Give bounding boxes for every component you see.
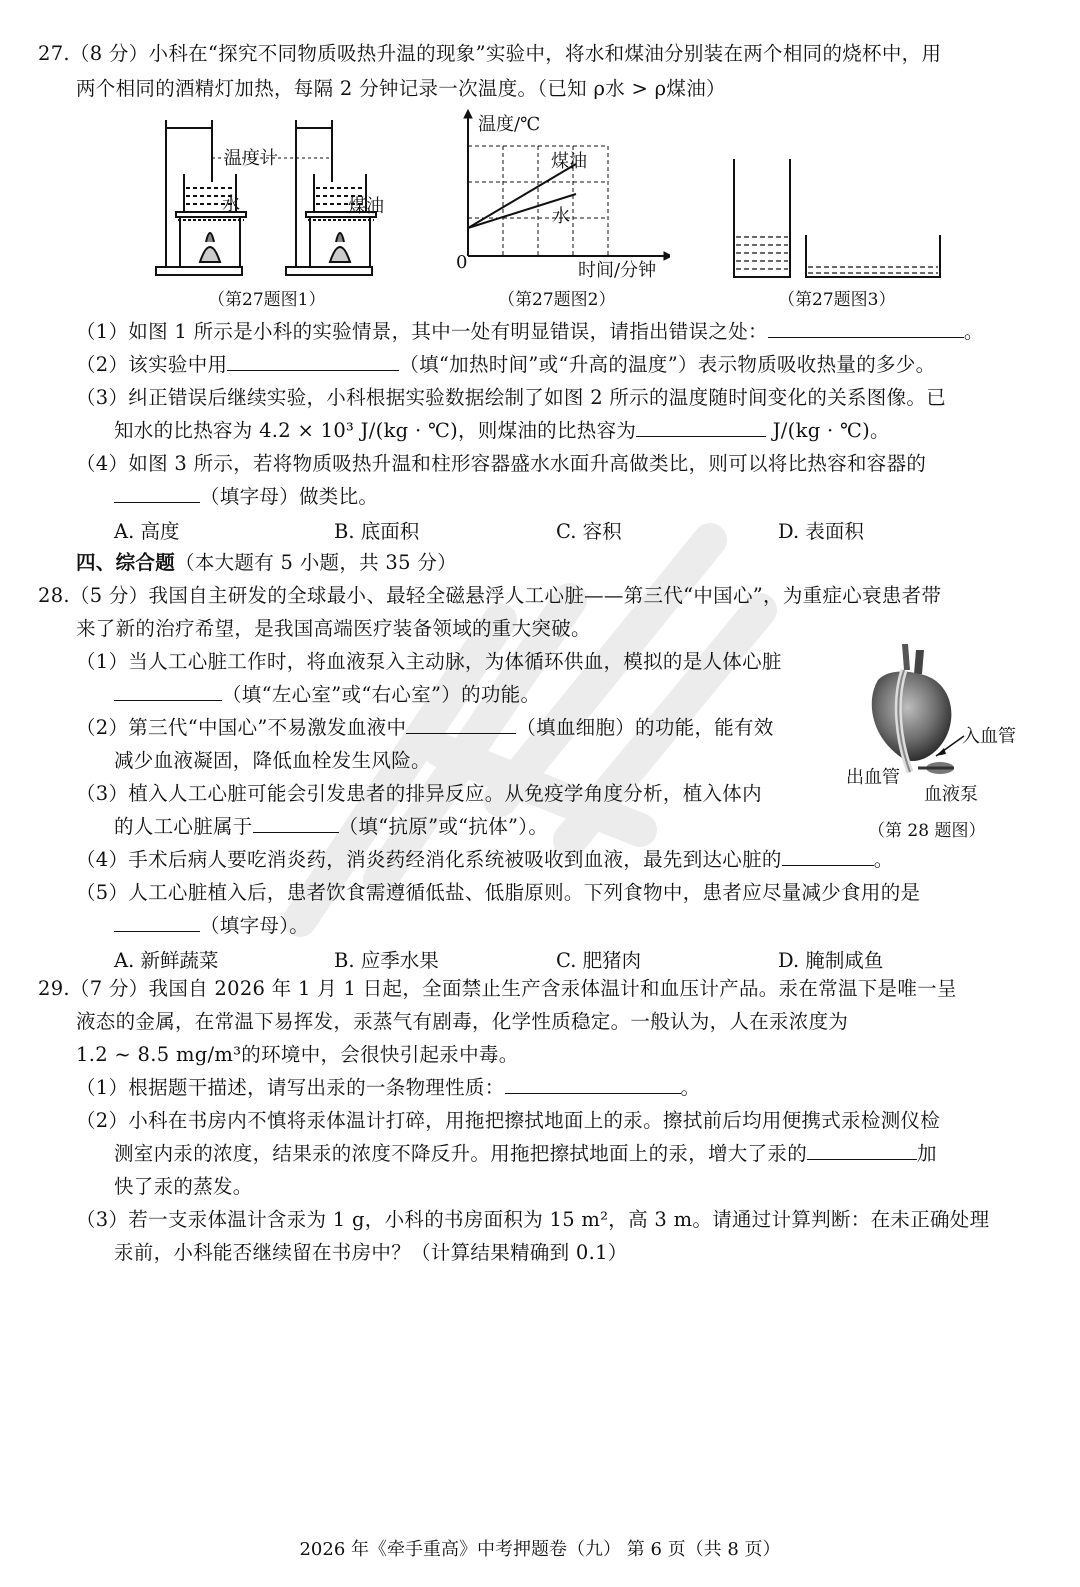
q27-part4-line1: （4）如图 3 所示，若将物质吸热升温和柱形容器盛水水面升高做类比，则可以将比热容和容器的 [76, 452, 927, 475]
q27-part1-end: 。 [963, 320, 984, 343]
q28-part2-line2: 减少血液凝固，降低血栓发生风险。 [114, 749, 431, 772]
q27-part1 [76, 318, 984, 346]
label-water: 水 [222, 194, 240, 215]
q27-option-c[interactable]: C. 容积 [556, 520, 622, 543]
graph-kerosene-label: 煤油 [551, 151, 587, 172]
q28-part3-line1: （3）植入人工心脏可能会引发患者的排异反应。从免疫学角度分析，植入体内 [76, 782, 762, 805]
q29-part3-line2: 汞前，小科能否继续留在书房中？（计算结果精确到 0.1） [114, 1241, 628, 1264]
answer-blank[interactable] [636, 418, 766, 437]
q27-part1-text: （1）如图 1 所示是小科的实验情景，其中一处有明显错误，请指出错误之处： [76, 320, 768, 343]
label-blood-pump: 血液泵 [924, 784, 978, 805]
section-note: （本大题有 5 小题，共 35 分） [175, 551, 457, 574]
q29-stem-line2: 液态的金属，在常温下易挥发，汞蒸气有剧毒，化学性质稳定。一般认为，人在汞浓度为 [76, 1010, 849, 1033]
q28-option-c[interactable]: C. 肥猪肉 [556, 949, 642, 972]
q27-figure3-caption: （第27题图3） [778, 290, 896, 310]
q29-part2-line2 [114, 1140, 937, 1168]
q28-part4 [76, 846, 894, 874]
graph-y-label: 温度/℃ [478, 114, 541, 135]
q27-stem-line1: 27.（8 分）小科在“探究不同物质吸热升温的现象”实验中，将水和煤油分别装在两个相同的烧杯中，用 [38, 42, 942, 65]
q28-option-b[interactable]: B. 应季水果 [334, 949, 439, 972]
answer-blank[interactable] [505, 1075, 681, 1094]
q29-part1 [76, 1074, 700, 1102]
answer-blank[interactable] [114, 913, 200, 932]
graph-water-label: 水 [552, 206, 570, 227]
answer-blank[interactable] [768, 319, 964, 338]
q27-option-b[interactable]: B. 底面积 [334, 520, 420, 543]
answer-blank[interactable] [114, 484, 200, 503]
label-out-vessel: 出血管 [846, 767, 900, 788]
answer-blank[interactable] [114, 682, 222, 701]
q29-part1-text: （1）根据题干描述，请写出汞的一条物理性质： [76, 1076, 505, 1099]
q29-part2-line1: （2）小科在书房内不慎将汞体温计打碎，用拖把擦拭地面上的汞。擦拭前后均用便携式汞检测仪检 [76, 1109, 941, 1132]
label-thermometer: 温度计 [224, 148, 278, 169]
q29-part2-text-c: 加 [917, 1142, 937, 1165]
q27-figure1-caption: （第27题图1） [208, 290, 326, 310]
q27-part3-line1: （3）纠正错误后继续实验，小科根据实验数据绘制了如图 2 所示的温度随时间变化的关系图像。已 [76, 386, 947, 409]
q28-figure-caption: （第 28 题图） [868, 821, 986, 841]
q29-part2-text-b: 测室内汞的浓度，结果汞的浓度不降反升。用拖把擦拭地面上的汞，增大了汞的 [114, 1142, 808, 1165]
q28-part2-line1 [76, 714, 774, 742]
q28-part1-line2 [114, 681, 540, 709]
q27-part2 [76, 351, 935, 379]
q29-part3-line1: （3）若一支汞体温计含汞为 1 g，小科的书房面积为 15 m²，高 3 m。请通过计算判断：在未正确处理 [76, 1208, 990, 1231]
q29-stem-line3: 1.2 ~ 8.5 mg/m³的环境中，会很快引起汞中毒。 [76, 1043, 519, 1066]
q28-part2-text-a: （2）第三代“中国心”不易激发血液中 [76, 716, 407, 739]
answer-blank[interactable] [406, 715, 516, 734]
q28-option-d[interactable]: D. 腌制咸鱼 [778, 949, 884, 972]
section-title: 四、综合题 [76, 551, 176, 574]
q27-part2-text-b: （填“加热时间”或“升高的温度”）表示物质吸收热量的多少。 [399, 353, 936, 376]
section-header [76, 549, 457, 577]
q28-part3-text-b: 的人工心脏属于 [114, 815, 253, 838]
q27-figure3-containers [728, 155, 950, 280]
q27-part2-text-a: （2）该实验中用 [76, 353, 228, 376]
q29-part1-end: 。 [680, 1076, 701, 1099]
q27-option-a[interactable]: A. 高度 [114, 520, 180, 543]
q27-part3-text-b: 知水的比热容为 4.2 × 10³ J/(kg · ℃)，则煤油的比热容为 [114, 419, 637, 442]
q28-part5-line2 [114, 912, 309, 940]
q28-part4-text: （4）手术后病人要吃消炎药，消炎药经消化系统被吸收到血液，最先到达心脏的 [76, 848, 782, 871]
q27-figure2-caption: （第27题图2） [498, 290, 616, 310]
graph-x-label: 时间/分钟 [578, 260, 657, 281]
q28-part3-text-c: （填“抗原”或“抗体”）。 [338, 815, 549, 838]
q28-part1-text-b: （填“左心室”或“右心室”）的功能。 [222, 683, 541, 706]
q28-part3-line2 [114, 813, 548, 841]
q28-stem-line1: 28.（5 分）我国自主研发的全球最小、最轻全磁悬浮人工心脏——第三代“中国心”，为重症心衰患者带 [38, 584, 942, 607]
q27-stem-line2: 两个相同的酒精灯加热，每隔 2 分钟记录一次温度。（已知 ρ水 > ρ煤油） [76, 77, 726, 100]
q27-part3-line2 [114, 417, 890, 445]
q27-part4-line2 [114, 483, 378, 511]
q29-part2-line3: 快了汞的蒸发。 [114, 1175, 253, 1198]
q29-stem-line1: 29.（7 分）我国自 2026 年 1 月 1 日起，全面禁止生产含汞体温计和血压计产品。汞在常温下是唯一呈 [38, 977, 957, 1000]
q27-part3-text-c: J/(kg · ℃)。 [772, 419, 890, 442]
answer-blank[interactable] [782, 847, 874, 866]
page-footer: 2026 年《牵手重高》中考押题卷（九） 第 6 页（共 8 页） [299, 1539, 781, 1560]
q28-part2-text-b: （填血细胞）的功能，能有效 [516, 716, 774, 739]
answer-blank[interactable] [807, 1141, 917, 1160]
q28-stem-line2: 来了新的治疗希望，是我国高端医疗装备领域的重大突破。 [76, 617, 591, 640]
q28-part5-line1: （5）人工心脏植入后，患者饮食需遵循低盐、低脂原则。下列食物中，患者应尽量减少食用的是 [76, 881, 921, 904]
label-kerosene: 煤油 [348, 196, 384, 217]
q27-option-d[interactable]: D. 表面积 [778, 520, 864, 543]
label-in-vessel: 入血管 [962, 726, 1016, 747]
q27-part4-text-b: （填字母）做类比。 [200, 485, 379, 508]
q28-part5-text-b: （填字母）。 [200, 914, 310, 937]
q28-part4-end: 。 [873, 848, 894, 871]
q28-option-a[interactable]: A. 新鲜蔬菜 [114, 949, 219, 972]
answer-blank[interactable] [253, 814, 339, 833]
answer-blank[interactable] [227, 352, 399, 371]
q28-part1-line1: （1）当人工心脏工作时，将血液泵入主动脉，为体循环供血，模拟的是人体心脏 [76, 650, 782, 673]
graph-origin: 0 [456, 252, 468, 273]
